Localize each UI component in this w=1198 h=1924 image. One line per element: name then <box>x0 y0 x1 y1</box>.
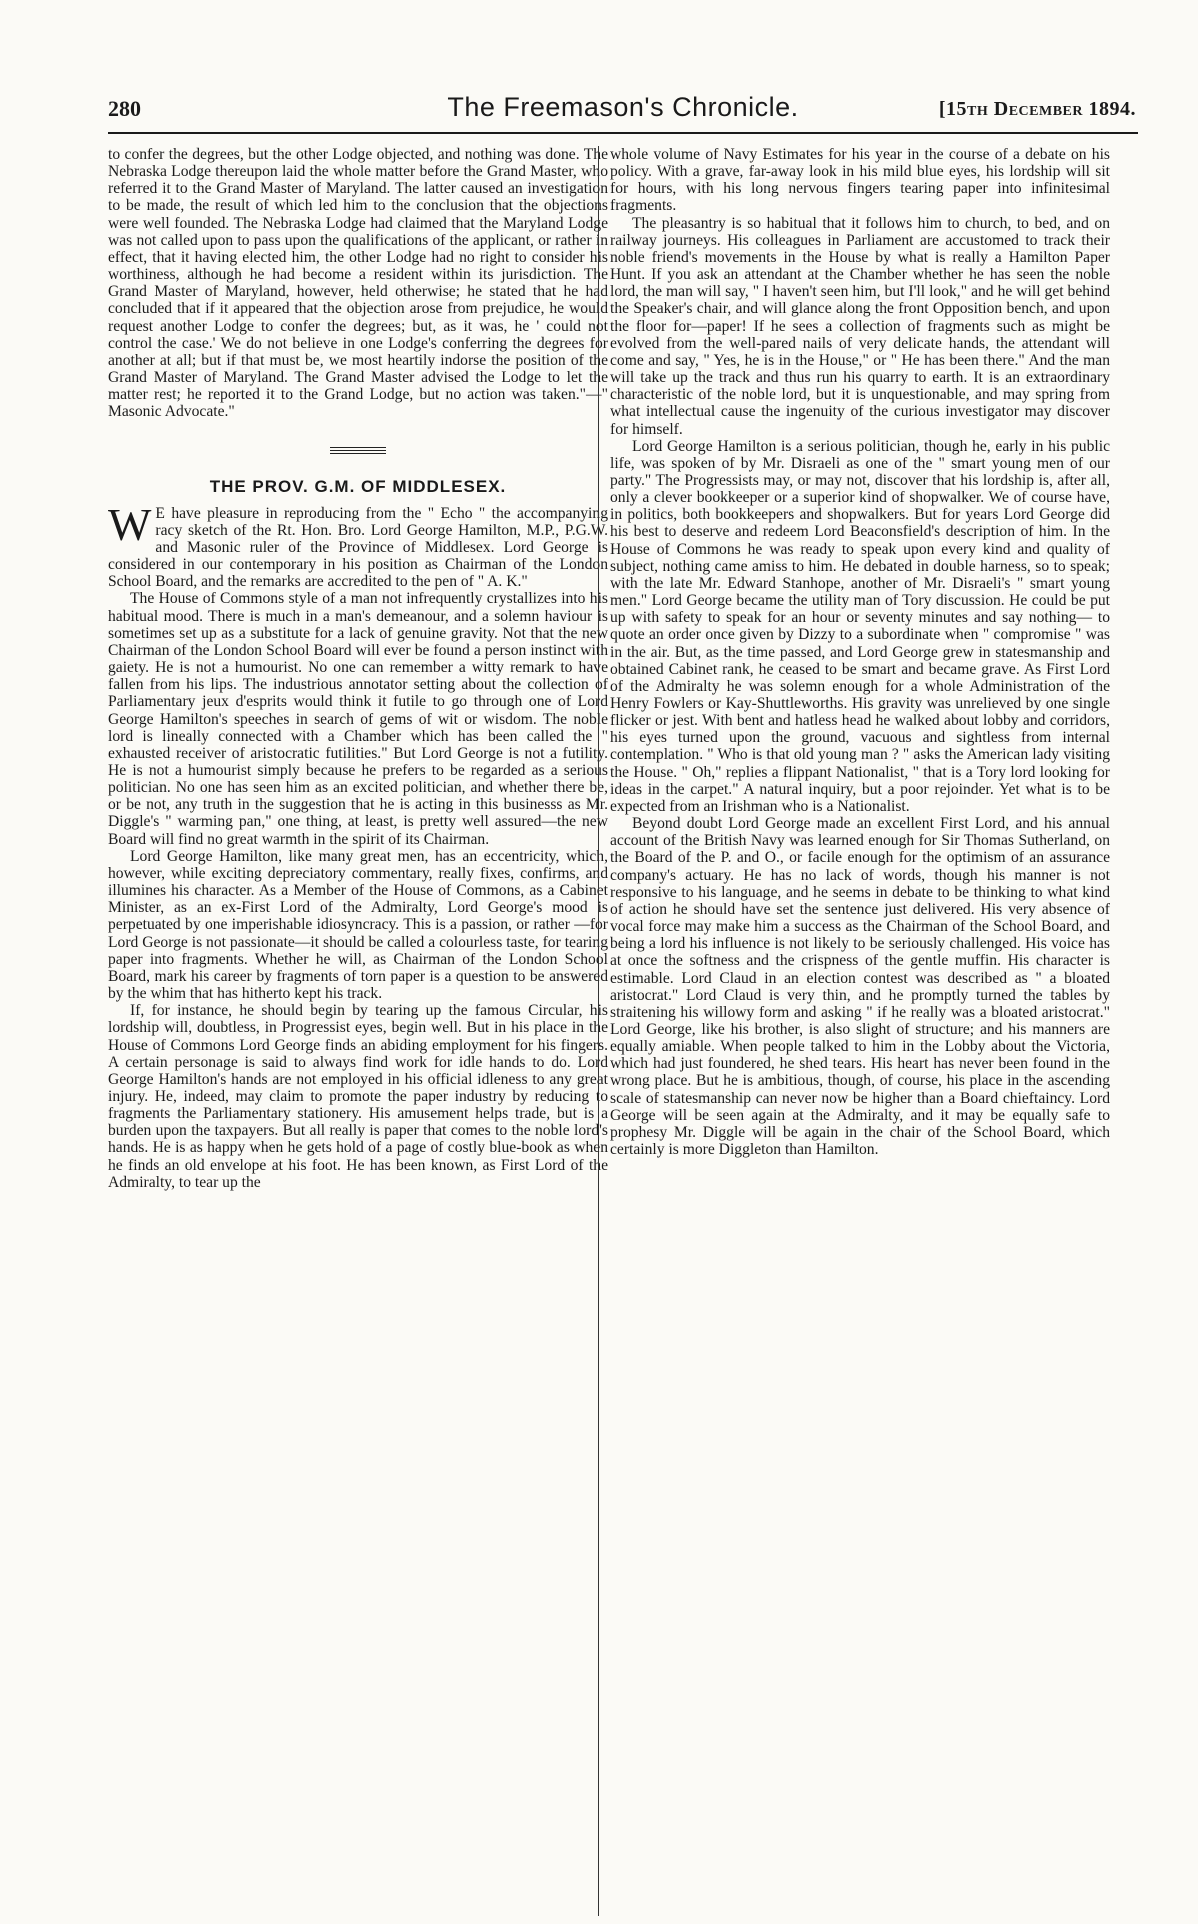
right-column <box>610 146 1110 1158</box>
article-paragraph-5: whole volume of Navy Estimates for his year in the course of a debate on his policy. With a grave, far-away look in his mild blue eyes, his lordship will sit for hours, with his long nervous fingers tearing paper into infinitesimal fragments. <box>610 146 1110 215</box>
article-paragraph-6: The pleasantry is so habitual that it follows him to church, to bed, and on railway journeys. His colleagues in Parliament are accustomed to track their noble friend's movements in the House by what is really a Hamilton Paper Hunt. If you ask an attendant at the Chamber whether he has seen the noble lord, the man will say, " I haven't seen him, but I'll look," and he will get behind the Speaker's chair, and will glance along the front Opposition bench, and upon the floor for—paper! If he sees a collection of fragments such as might be evolved from the well-pared nails of very delicate hands, the attendant will come and say, " Yes, he is in the House," or " He has been there." And the man will take up the track and thus run his quarry to earth. It is an extraordinary characteristic of the noble lord, but it is unquestionable, and may spring from what intellectual cause the ingenuity of the curious investigator may discover for himself. <box>610 214 1110 438</box>
drop-cap: W <box>108 498 152 550</box>
article-paragraph-7: Lord George Hamilton is a serious politician, though he, early in his public life, was spoken of by Mr. Disraeli as one of the " smart young men of our party." The Progressists may, or may not, discover that his lordship is, after all, only a clever bookkeeper or a superior kind of shopwalker. We of course have, in politics, both bookkeepers and shopwalkers. But for years Lord George did his best to deserve and redeem Lord Beaconsfield's description of him. In the House of Commons he was ready to speak upon every kind and quality of subject, nothing came amiss to him. He debated in double harness, so to speak; with the late Mr. Edward Stanhope, another of Mr. Disraeli's " smart young men." Lord George became the utility man of Tory discussion. He could be put up with safety to speak for an hour or seventy minutes and say nothing— to quote an order once given by Dizzy to a subordinate when " compromise " was in the air. But, as the time passed, and Lord George grew in statesmanship and obtained Cabinet rank, he ceased to be smart and became grave. As First Lord of the Admiralty he was solemn enough for a whole Administration of the Henry Fowlers or Kay-Shuttleworths. His gravity was unrelieved by one single flicker or jest. With bent and hatless head he walked about lobby and corridors, his eyes turned upon the ground, vacuous and sightless from internal contemplation. " Who is that old young man ? " asks the American lady visiting the House. " Oh," replies a flippant Nationalist, " that is a Tory lord looking for ideas in the carpet." A natural inquiry, but a poor rejoinder. Yet what is to be expected from an Irishman who is a Nationalist. <box>610 437 1110 815</box>
left-column <box>108 146 608 1191</box>
article-paragraph-8: Beyond doubt Lord George made an excellent First Lord, and his annual account of the British Navy was learned enough for Sir Thomas Sutherland, on the Board of the P. and O., or facile enough for the optimism of an assurance company's actuary. He has no lack of words, though his manner is not responsive to his language, and he seems in debate to be thinking to what kind of action he should have set the sentence just delivered. His very absence of vocal force may make him a success as the Chairman of the School Board, and being a lord his influence is not likely to be seriously challenged. His voice has at once the softness and the crispness of the gentle muffin. His character is estimable. Lord Claud in an election contest was described as " a bloated aristocrat." Lord Claud is very thin, and he promptly turned the tables by straitening his willowy form and asking " if he really was a bloated aristocrat." Lord George, like his brother, is also slight of structure; and his manners are equally amiable. When people talked to him in the Lobby about the Victoria, which had just foundered, he shed tears. His heart has never been found in the wrong place. But he is ambitious, though, of course, his place in the ascending scale of statesmanship can never now be higher than a Board chieftaincy. Lord George will be seen again at the Admiralty, and it may be equally safe to prophesy Mr. Diggle will be again in the chair of the School Board, which certainly is more Diggleton than Hamilton. <box>610 815 1110 1159</box>
column-divider <box>598 146 599 1916</box>
article-paragraph-4: If, for instance, he should begin by tearing up the famous Circular, his lordship will, doubtless, in Progressist eyes, begin well. But in his place in the House of Commons Lord George finds an abiding employment for his fingers. A certain personage is said to always find work for idle hands to do. Lord George Hamilton's hands are not employed in his official idleness to any great injury. He, indeed, may claim to promote the paper industry by reducing to fragments the Parliamentary stationery. His amusement helps trade, but is a burden upon the taxpayers. But all really is paper that comes to the noble lord's hands. He is as happy when he gets hold of a page of costly blue-book as when he finds an old envelope at his foot. He has been known, as First Lord of the Admiralty, to tear up the <box>108 1002 608 1191</box>
publication-title: The Freemason's Chronicle. <box>447 92 799 122</box>
article-paragraph-3: Lord George Hamilton, like many great men, has an eccentricity, which, however, while exciting depreciatory commentary, really fixes, confirms, and illumines his character. As a Member of the House of Commons, as a Cabinet Minister, as an ex-First Lord of the Admiralty, Lord George's mood is perpetuated by one imperishable idiosyncracy. This is a passion, or rather —for Lord George is not passionate—it should be called a colourless taste, for tearing paper into fragments. Whether he will, as Chairman of the London School Board, mark his career by fragments of torn paper is a question to be answered by the whim that has hitherto kept his track. <box>108 847 608 1003</box>
section-separator <box>330 447 386 454</box>
article-paragraph-2: The House of Commons style of a man not infrequently crystallizes into his habitual mood. There is much in a man's demeanour, and a solemn haviour is sometimes set up as a substitute for a lack of genuine gravity. Not that the new Chairman of the London School Board will ever be found a person instinct with gaiety. He is not a humourist. No one can remember a witty remark to have fallen from his lips. The industrious annotator setting about the collection of Parliamentary jeux d'esprits would think it futile to go through one of Lord George Hamilton's speeches in search of gems of wit or wisdom. The noble lord is lineally connected with a Chamber which has been called the " exhausted receiver of aristocratic futilities." But Lord George is not a futility. He is not a humourist simply because he prefers to be regarded as a serious politician. No one has seen him as an excited politician, and whether there be, or be not, any truth in the suggestion that he is acting in this businesss as Mr. Diggle's " warming pan," one thing, at least, is pretty well assured—the new Board will find no great warmth in the spirit of its Chairman. <box>108 590 608 848</box>
article-paragraph-1 <box>108 498 608 591</box>
article-heading: THE PROV. G.M. OF MIDDLESEX. <box>209 476 507 496</box>
page-header <box>108 92 1138 134</box>
issue-date: [15th December 1894. <box>938 98 1136 120</box>
paragraph-text: E have pleasure in reproducing from the " Echo " the accompanying racy sketch of the Rt. Hon. Bro. Lord George Hamilton, M.P., P.G.W. and Masonic ruler of the Province of Middlesex. Lord George is considered in our contemporary in his position as Chairman of the London School Board, and the remarks are accredited to the pen of " A. K." <box>108 504 608 591</box>
article-continuation: to confer the degrees, but the other Lodge objected, and nothing was done. The Nebraska Lodge thereupon laid the whole matter before the Grand Master, who referred it to the Grand Master of Maryland. The latter caused an investigation to be made, the result of which led him to the conclusion that the objections were well founded. The Nebraska Lodge had claimed that the Maryland Lodge was not called upon to pass upon the qualifications of the applicant, or rather in effect, that it having elected him, the other Lodge had no right to consider his worthiness, although he had become a resident within its jurisdiction. The Grand Master of Maryland, however, held otherwise; he stated that he had concluded that if it appeared that the objection arose from prejudice, he would request another Lodge to confer the degrees; but, as it was, he ' could not control the case.' We do not believe in one Lodge's conferring the degrees for another at all; but if that must be, we most heartily indorse the position of the Grand Master of Maryland. The Grand Master advised the Lodge to let the matter rest; he reported it to the Grand Lodge, but no action was taken."—" Masonic Advocate." <box>108 146 608 421</box>
page-number: 280 <box>108 96 141 121</box>
